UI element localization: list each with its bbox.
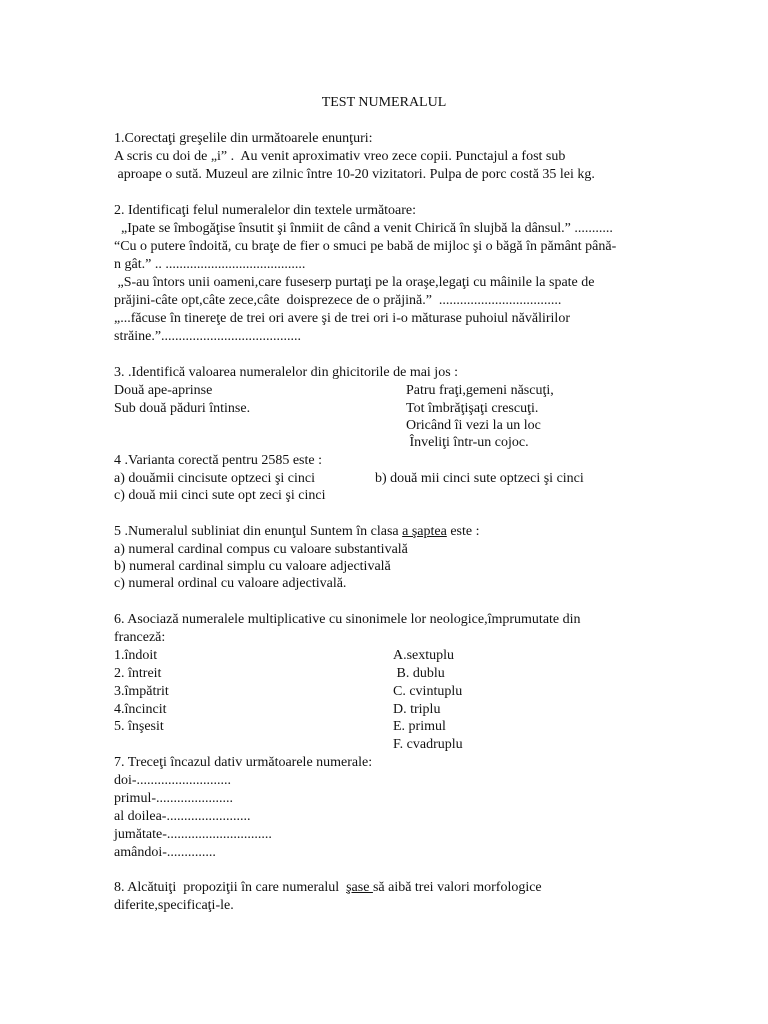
underlined-numeral: a şaptea <box>402 524 447 539</box>
q6-right-item: F. cvadruplu <box>393 737 463 752</box>
q6-heading: 6. Asociază numeralele multiplicative cu sinonimele lor neologice,împrumutate din <box>114 612 581 627</box>
q1-heading: 1.Corectaţi greşelile din următoarele enunţuri: <box>114 131 373 146</box>
q6-right-item: A.sextuplu <box>393 648 455 663</box>
q6-right-item: E. primul <box>393 719 446 734</box>
q6-right-item: B. dublu <box>393 666 445 681</box>
q6-left-item: 1.îndoit <box>114 648 158 663</box>
page-title: TEST NUMERALUL <box>321 95 447 110</box>
q6-right-item: C. cvintuplu <box>393 684 463 699</box>
q2-text-line: n gât.” .. ........................................ <box>114 257 306 272</box>
q7-item: doi-........................... <box>114 773 232 788</box>
riddle1-line: Sub două păduri întinse. <box>114 401 251 416</box>
riddle2-line: Înveliţi într-un cojoc. <box>406 435 529 450</box>
q4-heading: 4 .Varianta corectă pentru 2585 este : <box>114 453 322 468</box>
q7-item: amândoi-.............. <box>114 845 216 860</box>
q2-text-line: străine.”........................................ <box>114 329 302 344</box>
q5-option-b: b) numeral cardinal simplu cu valoare adjectivală <box>114 559 391 574</box>
q2-text-line: „Ipate se îmbogăţise însutit şi înmiit de când a venit Chirică în slujbă la dânsul.” ........... <box>114 221 613 236</box>
q2-heading: 2. Identificaţi felul numeralelor din textele următoare: <box>114 203 417 218</box>
q2-text-line: prăjini-câte opt,câte zece,câte doisprezece de o prăjină.” ................................... <box>114 293 562 308</box>
q5-heading-text: 5 .Numeralul subliniat din enunţul Suntem în clasa <box>114 524 403 539</box>
q7-item: primul-...................... <box>114 791 233 806</box>
q8-line <box>114 879 542 897</box>
q5-heading <box>114 523 479 541</box>
q2-text-line: „S-au întors unii oameni,care fuseserp purtaţi pe la oraşe,legaţi cu mâinile la spate de <box>114 275 595 290</box>
q4-option-b: b) două mii cinci sute optzeci şi cinci <box>375 471 584 486</box>
q6-left-item: 3.împătrit <box>114 684 169 699</box>
q4-option-c: c) două mii cinci sute opt zeci şi cinci <box>114 488 326 503</box>
q5-heading-end: este : <box>446 524 480 539</box>
q5-option-a: a) numeral cardinal compus cu valoare substantivală <box>114 542 408 557</box>
q8-text-end: să aibă trei valori morfologice <box>372 880 542 895</box>
q1-line: aproape o sută. Muzeul are zilnic între 10-20 vizitatori. Pulpa de porc costă 35 lei kg. <box>114 167 595 182</box>
riddle2-line: Oricând îi vezi la un loc <box>406 418 541 433</box>
q1-line: A scris cu doi de „i” . Au venit aproximativ vreo zece copii. Punctajul a fost sub <box>114 149 566 164</box>
q7-heading: 7. Treceţi încazul dativ următoarele numerale: <box>114 755 373 770</box>
q6-left-item: 2. întreit <box>114 666 162 681</box>
q3-heading: 3. .Identifică valoarea numeralelor din ghicitorile de mai jos : <box>114 365 459 380</box>
riddle2-line: Patru fraţi,gemeni născuţi, <box>406 383 554 398</box>
q5-option-c: c) numeral ordinal cu valoare adjectivală. <box>114 576 347 591</box>
q2-text-line: “Cu o putere îndoită, cu braţe de fier o smuci pe babă de mijloc şi o băgă în pământ până- <box>114 239 617 254</box>
q6-left-item: 5. înşesit <box>114 719 164 734</box>
q8-line-cont: diferite,specificaţi-le. <box>114 898 234 913</box>
q7-item: jumătate-.............................. <box>114 827 272 842</box>
riddle2-line: Tot îmbrăţişaţi crescuţi. <box>406 401 539 416</box>
underlined-numeral: şase <box>346 880 373 895</box>
q8-text: 8. Alcătuiţi propoziţii în care numeralul <box>114 880 347 895</box>
q6-heading-cont: franceză: <box>114 630 166 645</box>
q6-left-item: 4.încincit <box>114 702 167 717</box>
q6-right-item: D. triplu <box>393 702 441 717</box>
q7-item: al doilea-........................ <box>114 809 251 824</box>
q2-text-line: „...făcuse în tinereţe de trei ori avere şi de trei ori i-o măturase puhoiul năvălirilor <box>114 311 570 326</box>
riddle1-line: Două ape-aprinse <box>114 383 213 398</box>
q4-option-a: a) douămii cincisute optzeci şi cinci <box>114 471 315 486</box>
